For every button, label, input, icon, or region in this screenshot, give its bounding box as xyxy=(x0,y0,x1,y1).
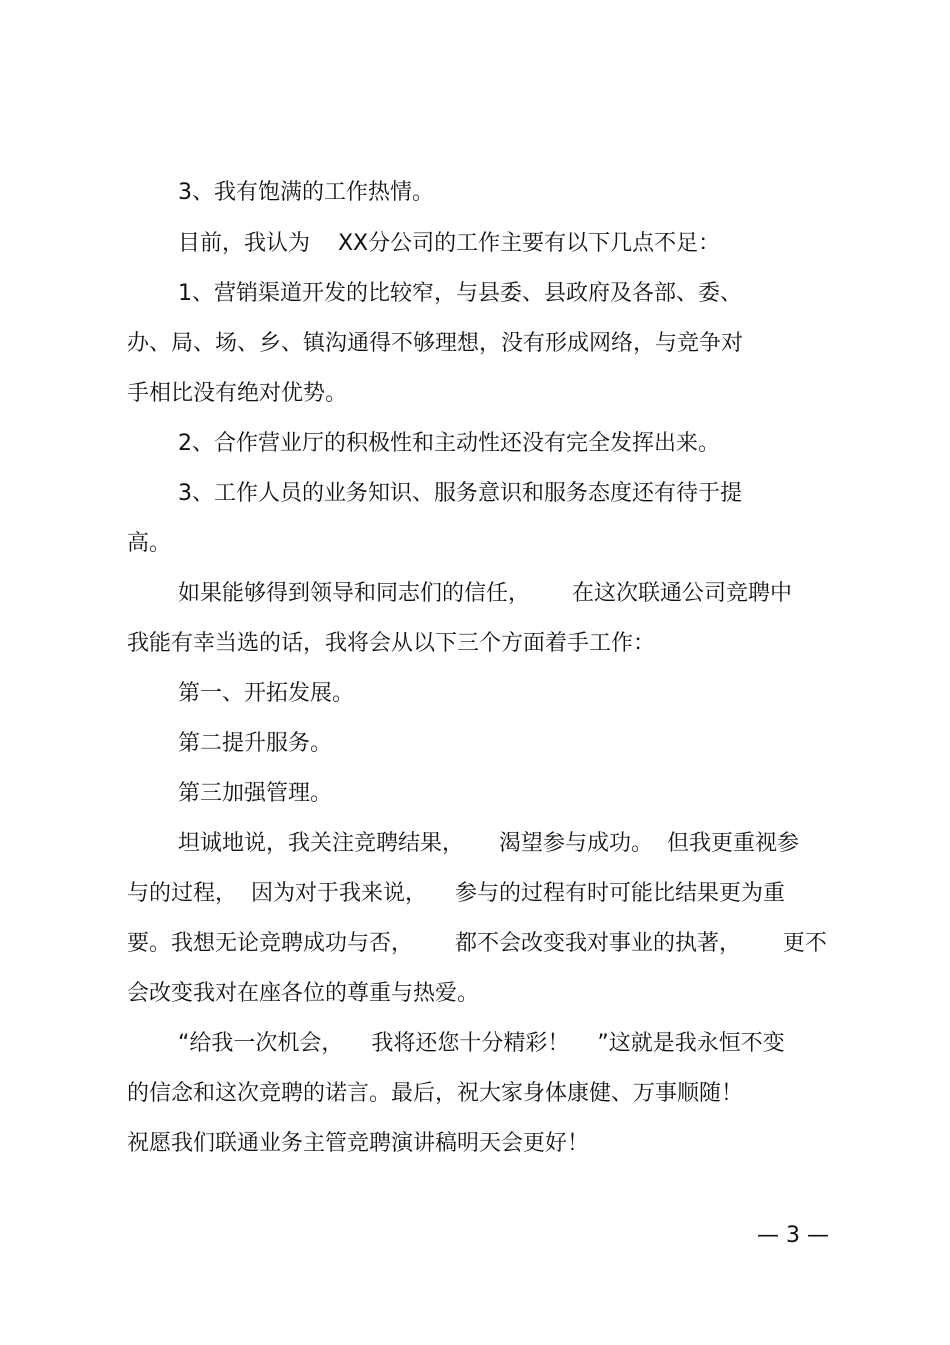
text-line: 目前，我认为 XX分公司的工作主要有以下几点不足： xyxy=(178,231,721,256)
text-line: 办、局、场、乡、镇沟通得不够理想，没有形成网络，与竞争对 xyxy=(127,331,744,356)
text-line: 高。 xyxy=(127,531,172,556)
text-line: 的信念和这次竞聘的诺言。最后，祝大家身体康健、万事顺随！ xyxy=(127,1081,744,1106)
text-line: 2、合作营业厅的积极性和主动性还没有完全发挥出来。 xyxy=(178,431,720,456)
text-line: 要。我想无论竞聘成功与否， 都不会改变我对事业的执著， 更不 xyxy=(127,931,827,956)
text-line: 3、我有饱满的工作热情。 xyxy=(178,180,434,205)
text-line: 3、工作人员的业务知识、服务意识和服务态度还有待于提 xyxy=(178,481,742,506)
text-line: 坦诚地说，我关注竞聘结果， 渴望参与成功。 但我更重视参 xyxy=(178,831,799,856)
text-line: “给我一次机会， 我将还您十分精彩！ ”这就是我永恒不变 xyxy=(178,1031,785,1056)
text-line: 第二提升服务。 xyxy=(178,731,333,756)
text-line: 与的过程， 因为对于我来说， 参与的过程有时可能比结果更为重 xyxy=(127,881,785,906)
text-line: 如果能够得到领导和同志们的信任， 在这次联通公司竞聘中 xyxy=(178,581,792,606)
text-line: 手相比没有绝对优势。 xyxy=(127,381,348,406)
text-line: 第一、开拓发展。 xyxy=(178,681,355,706)
text-line: 我能有幸当选的话，我将会从以下三个方面着手工作： xyxy=(127,631,656,656)
text-line: 会改变我对在座各位的尊重与热爱。 xyxy=(127,981,480,1006)
text-line: 祝愿我们联通业务主管竞聘演讲稿明天会更好！ xyxy=(127,1131,590,1156)
text-line: 第三加强管理。 xyxy=(178,781,333,806)
text-line: 1、营销渠道开发的比较窄，与县委、县政府及各部、委、 xyxy=(178,281,742,306)
page-number: — 3 — xyxy=(757,1223,829,1248)
